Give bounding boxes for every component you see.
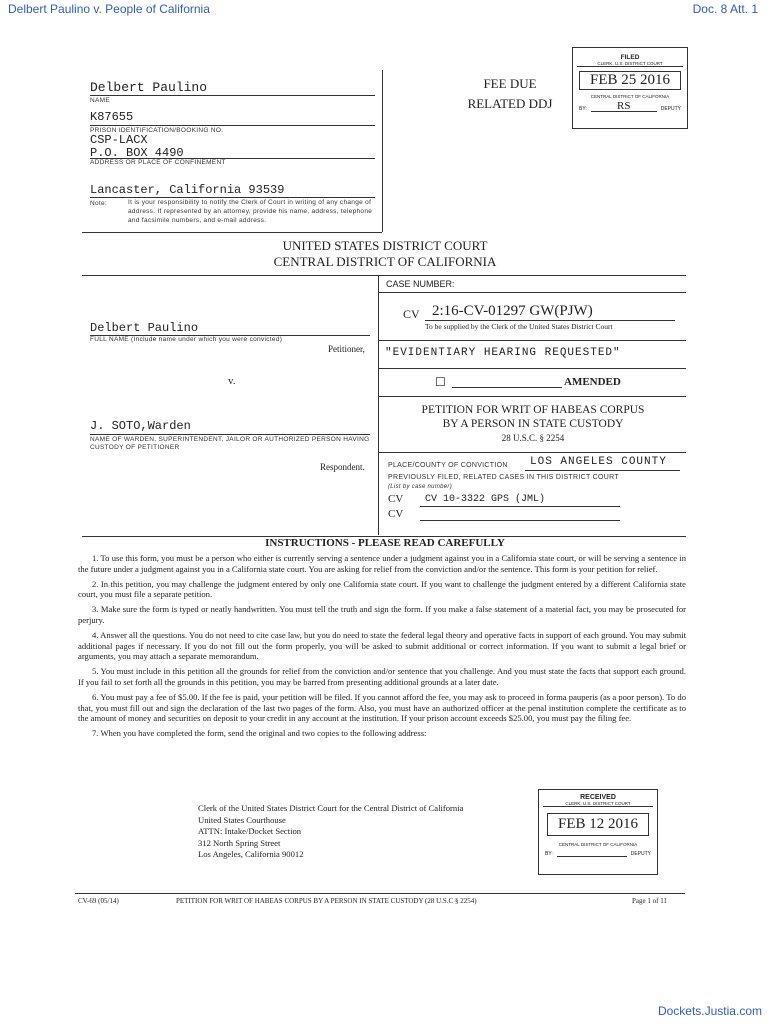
address-line: ATTN: Intake/Docket Section — [198, 826, 302, 836]
fee-due-line: FEE DUE — [483, 76, 537, 91]
petition-title-line2: BY A PERSON IN STATE CUSTODY — [442, 418, 624, 430]
county-label: PLACE/COUNTY OF CONVICTION — [388, 462, 508, 469]
filed-date: FEB 25 2016 — [579, 71, 681, 90]
clerk-supplied-note: To be supplied by the Clerk of the United States District Court — [425, 322, 613, 331]
evidentiary-hearing-request: "EVIDENTIARY HEARING REQUESTED" — [385, 347, 621, 359]
city-state-zip: Lancaster, California 93539 — [90, 183, 285, 197]
form-footer-title: PETITION FOR WRIT OF HABEAS CORPUS BY A PERSON IN STATE CUSTODY (28 U.S.C § 2254) — [176, 897, 477, 905]
related-cv1-prefix: CV — [388, 493, 404, 505]
amended-label: AMENDED — [564, 376, 621, 388]
instruction-item: 7. When you have completed the form, send the original and two copies to the following address: — [92, 728, 427, 739]
instruction-item: 5. You must include in this petition all the grounds for relief from the conviction and/or sentence that you challenge. And you must state the facts that support each ground. If you fail to set forth all the grounds in this petition, you may be barred from presenting additional grounds at a later date. — [78, 666, 686, 687]
amended-checkbox[interactable]: ☐ — [435, 375, 446, 389]
instructions-list — [78, 553, 686, 739]
filed-initials: RS — [591, 101, 657, 112]
address-label: ADDRESS OR PLACE OF CONFINEMENT — [90, 159, 226, 166]
doc-reference-link[interactable]: Doc. 8 Att. 1 — [692, 2, 758, 16]
petitioner-name-label: FULL NAME (Include name under which you were convicted) — [90, 336, 283, 343]
fee-due-note — [455, 74, 565, 114]
related-ddj-line: RELATED DDJ — [467, 96, 553, 111]
petitioner-role: Petitioner, — [328, 344, 365, 354]
address-line: 312 North Spring Street — [198, 837, 281, 848]
name-label: NAME — [90, 97, 110, 104]
related-case-1: CV 10-3322 GPS (JML) — [425, 494, 546, 505]
respondent-name-label: NAME OF WARDEN, SUPERINTENDENT, JAILOR OR AUTHORIZED PERSON HAVING CUSTODY OF PETITIONER — [90, 436, 370, 451]
instruction-item: 4. Answer all the questions. You do not need to cite case law, but you do need to state the federal legal theory and operative facts in support of each ground. You may submit additional pages if necessary. If you do not fill out the form properly, you will be asked to submit additional or correct information. If you want to submit a legal brief or arguments, you may attach a separate memorandum. — [78, 629, 686, 662]
case-number-label: CASE NUMBER: — [386, 279, 455, 289]
received-stamp-sub: CLERK, U.S. DISTRICT COURT — [543, 801, 653, 807]
note-label: Note: — [90, 200, 108, 207]
clerk-mailing-address — [198, 803, 463, 861]
received-stamp-by-row — [545, 850, 651, 857]
county-of-conviction: LOS ANGELES COUNTY — [530, 456, 667, 468]
case-cv-prefix: CV — [403, 307, 420, 321]
place-of-confinement: CSP-LACX — [90, 133, 148, 147]
instruction-item: 3. Make sure the form is typed or neatly handwritten. You must tell the truth and sign the form. If you make a false statement of a material fact, you may be prosecuted for perjury. — [78, 604, 686, 625]
received-by-label: BY: — [545, 851, 553, 857]
filed-stamp-district: CENTRAL DISTRICT OF CALIFORNIA — [590, 94, 670, 99]
case-number: 2:16-CV-01297 GW(PJW) — [432, 303, 593, 319]
case-title-link[interactable]: Delbert Paulino v. People of California — [8, 2, 210, 16]
petition-title-block — [380, 403, 686, 445]
court-title-line1: UNITED STATES DISTRICT COURT — [282, 238, 488, 253]
petitioner-name: Delbert Paulino — [90, 80, 208, 95]
justia-source-link[interactable]: Dockets.Justia.com — [657, 1004, 762, 1018]
mailing-address: P.O. BOX 4490 — [90, 146, 184, 160]
versus-label: v. — [228, 375, 236, 387]
received-by-line — [557, 850, 627, 857]
instruction-item: 2. In this petition, you may challenge the judgment entered by only one California state court. If you want to challenge the judgment entered by a different California state court, you must file a separate petition. — [78, 578, 686, 600]
note-text: It is your responsibility to notify the Clerk of Court in writing of any change of address. If represented by an attorney, provide his name, address, telephone and facsimile numbers, and e-mail address. — [128, 199, 373, 224]
filed-stamp — [572, 47, 688, 129]
instruction-item: 1. To use this form, you must be a person who either is currently serving a sentence under a judgment against you in a California state court, or will be serving a sentence in the future under a judgment against you in a California state court. You are asking for relief from the conviction and/or the sentence. This form is your petition for relief. — [78, 553, 686, 574]
respondent-role: Respondent. — [320, 462, 365, 472]
instructions-heading: INSTRUCTIONS - PLEASE READ CAREFULLY — [265, 537, 505, 549]
received-deputy-label: DEPUTY — [630, 851, 651, 857]
filed-by-label: BY: — [579, 106, 587, 112]
filed-stamp-title: FILED — [620, 54, 640, 61]
instruction-item: 6. You must pay a fee of $5.00. If the fee is paid, your petition will be filed. If you cannot afford the fee, you may ask to proceed in forma pauperis (as a poor person). To do that, you must fill out and sign the declaration of the last two pages of the form. Also, you must have an authorized officer at the penal institution complete the certificate as to the amount of money and securities on deposit to your credit in any account at the institution. If your prison account exceeds $25.00, you must pay the filing fee. — [78, 691, 686, 724]
filed-stamp-by-row — [579, 101, 681, 112]
address-line: Clerk of the United States District Court for the Central District of California — [198, 803, 464, 813]
court-title-line2: CENTRAL DISTRICT OF CALIFORNIA — [273, 254, 497, 269]
form-id: CV-69 (05/14) — [78, 897, 119, 905]
caption-petitioner-name: Delbert Paulino — [90, 321, 199, 335]
filed-deputy-label: DEPUTY — [660, 106, 681, 112]
related-cv2-prefix: CV — [388, 508, 404, 520]
filed-stamp-sub: CLERK, U.S. DISTRICT COURT — [577, 61, 683, 67]
petition-title-line1: PETITION FOR WRIT OF HABEAS CORPUS — [421, 404, 645, 416]
received-stamp-title: RECEIVED — [580, 794, 616, 801]
previous-cases-label: PREVIOUSLY FILED, RELATED CASES IN THIS DISTRICT COURT — [388, 474, 619, 481]
received-stamp — [538, 789, 658, 875]
petition-statute: 28 U.S.C. § 2254 — [501, 433, 565, 443]
previous-cases-sub: (List by case number) — [388, 484, 452, 490]
prison-id-label: PRISON IDENTIFICATION/BOOKING NO. — [90, 127, 224, 134]
court-title — [0, 238, 770, 270]
respondent-name: J. SOTO,Warden — [90, 419, 191, 433]
page-number: Page 1 of 11 — [632, 897, 667, 905]
address-line: Los Angeles, California 90012 — [198, 849, 304, 859]
address-line: United States Courthouse — [198, 814, 286, 825]
received-date: FEB 12 2016 — [547, 813, 649, 836]
prison-id: K87655 — [90, 110, 134, 124]
received-stamp-district: CENTRAL DISTRICT OF CALIFORNIA — [558, 842, 638, 847]
